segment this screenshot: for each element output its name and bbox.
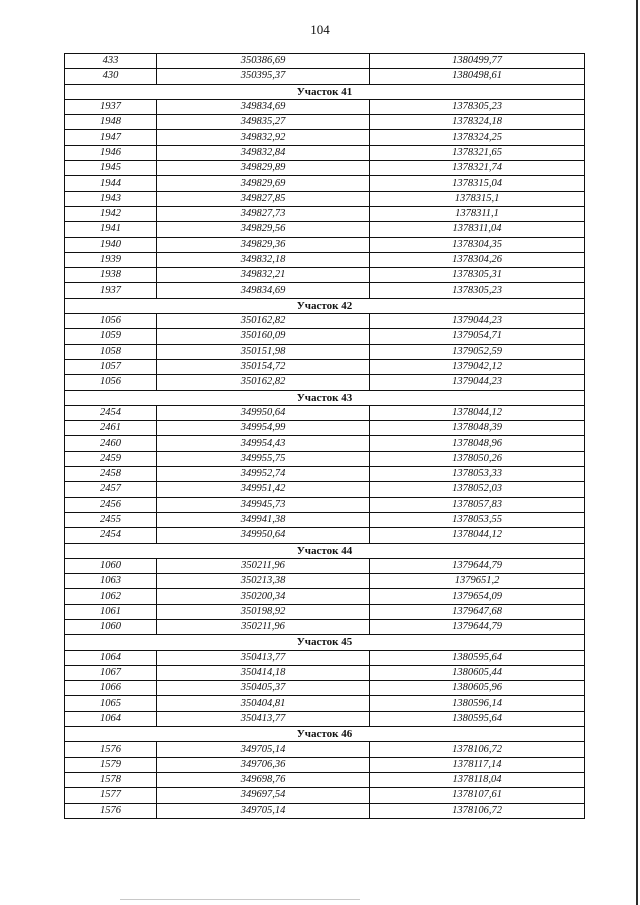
table-row [65, 329, 585, 344]
x-coordinate-cell: 349698,76 [157, 772, 370, 787]
x-coordinate-cell: 349834,69 [157, 283, 370, 298]
point-number-cell: 2460 [65, 436, 157, 451]
point-number-cell: 1940 [65, 237, 157, 252]
section-header-row [65, 298, 585, 313]
x-coordinate-cell: 350211,96 [157, 558, 370, 573]
x-coordinate-cell: 349835,27 [157, 115, 370, 130]
table-row [65, 451, 585, 466]
table-row [65, 512, 585, 527]
x-coordinate-cell: 350386,69 [157, 54, 370, 69]
x-coordinate-cell: 350405,37 [157, 681, 370, 696]
x-coordinate-cell: 349829,69 [157, 176, 370, 191]
point-number-cell: 2459 [65, 451, 157, 466]
x-coordinate-cell: 349829,36 [157, 237, 370, 252]
point-number-cell: 2454 [65, 405, 157, 420]
point-number-cell: 1056 [65, 375, 157, 390]
point-number-cell: 2461 [65, 421, 157, 436]
table-row [65, 359, 585, 374]
point-number-cell: 1062 [65, 589, 157, 604]
x-coordinate-cell: 349832,92 [157, 130, 370, 145]
y-coordinate-cell: 1378315,04 [370, 176, 585, 191]
x-coordinate-cell: 350413,77 [157, 711, 370, 726]
point-number-cell: 1948 [65, 115, 157, 130]
point-number-cell: 430 [65, 69, 157, 84]
y-coordinate-cell: 1379054,71 [370, 329, 585, 344]
y-coordinate-cell: 1380605,44 [370, 665, 585, 680]
x-coordinate-cell: 350404,81 [157, 696, 370, 711]
point-number-cell: 1066 [65, 681, 157, 696]
table-row [65, 589, 585, 604]
y-coordinate-cell: 1378057,83 [370, 497, 585, 512]
section-title: Участок 46 [65, 727, 585, 742]
y-coordinate-cell: 1378106,72 [370, 803, 585, 818]
y-coordinate-cell: 1378044,12 [370, 405, 585, 420]
y-coordinate-cell: 1378048,96 [370, 436, 585, 451]
x-coordinate-cell: 350198,92 [157, 604, 370, 619]
table-row [65, 99, 585, 114]
table-row [65, 665, 585, 680]
y-coordinate-cell: 1378044,12 [370, 528, 585, 543]
x-coordinate-cell: 350395,37 [157, 69, 370, 84]
point-number-cell: 1944 [65, 176, 157, 191]
point-number-cell: 1942 [65, 206, 157, 221]
point-number-cell: 1937 [65, 283, 157, 298]
table-row [65, 283, 585, 298]
y-coordinate-cell: 1378315,1 [370, 191, 585, 206]
point-number-cell: 1938 [65, 268, 157, 283]
section-title: Участок 45 [65, 635, 585, 650]
table-row [65, 176, 585, 191]
point-number-cell: 1060 [65, 558, 157, 573]
x-coordinate-cell: 349834,69 [157, 99, 370, 114]
y-coordinate-cell: 1379651,2 [370, 574, 585, 589]
x-coordinate-cell: 350213,38 [157, 574, 370, 589]
coordinates-table-body [65, 54, 585, 819]
y-coordinate-cell: 1379044,23 [370, 375, 585, 390]
table-row [65, 757, 585, 772]
x-coordinate-cell: 349832,21 [157, 268, 370, 283]
y-coordinate-cell: 1378324,18 [370, 115, 585, 130]
y-coordinate-cell: 1378324,25 [370, 130, 585, 145]
x-coordinate-cell: 349705,14 [157, 742, 370, 757]
point-number-cell: 1057 [65, 359, 157, 374]
table-row [65, 69, 585, 84]
x-coordinate-cell: 349829,89 [157, 161, 370, 176]
y-coordinate-cell: 1378050,26 [370, 451, 585, 466]
table-row [65, 161, 585, 176]
y-coordinate-cell: 1378311,04 [370, 222, 585, 237]
point-number-cell: 433 [65, 54, 157, 69]
table-row [65, 528, 585, 543]
point-number-cell: 1577 [65, 788, 157, 803]
point-number-cell: 1576 [65, 803, 157, 818]
x-coordinate-cell: 350162,82 [157, 375, 370, 390]
table-row [65, 604, 585, 619]
table-row [65, 482, 585, 497]
y-coordinate-cell: 1378052,03 [370, 482, 585, 497]
y-coordinate-cell: 1379654,09 [370, 589, 585, 604]
y-coordinate-cell: 1378304,35 [370, 237, 585, 252]
y-coordinate-cell: 1378304,26 [370, 252, 585, 267]
x-coordinate-cell: 349950,64 [157, 528, 370, 543]
table-row [65, 252, 585, 267]
point-number-cell: 2456 [65, 497, 157, 512]
point-number-cell: 1059 [65, 329, 157, 344]
y-coordinate-cell: 1378321,74 [370, 161, 585, 176]
y-coordinate-cell: 1379647,68 [370, 604, 585, 619]
point-number-cell: 1946 [65, 145, 157, 160]
table-row [65, 237, 585, 252]
x-coordinate-cell: 349832,18 [157, 252, 370, 267]
x-coordinate-cell: 349827,85 [157, 191, 370, 206]
point-number-cell: 1943 [65, 191, 157, 206]
section-title: Участок 41 [65, 84, 585, 99]
section-title: Участок 44 [65, 543, 585, 558]
x-coordinate-cell: 350211,96 [157, 619, 370, 634]
x-coordinate-cell: 349697,54 [157, 788, 370, 803]
point-number-cell: 1063 [65, 574, 157, 589]
point-number-cell: 1065 [65, 696, 157, 711]
table-row [65, 574, 585, 589]
point-number-cell: 1060 [65, 619, 157, 634]
x-coordinate-cell: 349829,56 [157, 222, 370, 237]
x-coordinate-cell: 349705,14 [157, 803, 370, 818]
coordinates-table [64, 53, 585, 819]
x-coordinate-cell: 350414,18 [157, 665, 370, 680]
point-number-cell: 1939 [65, 252, 157, 267]
table-row [65, 268, 585, 283]
x-coordinate-cell: 349952,74 [157, 467, 370, 482]
x-coordinate-cell: 350200,34 [157, 589, 370, 604]
x-coordinate-cell: 350162,82 [157, 314, 370, 329]
table-row [65, 558, 585, 573]
table-row [65, 681, 585, 696]
table-row [65, 421, 585, 436]
point-number-cell: 1937 [65, 99, 157, 114]
x-coordinate-cell: 349832,84 [157, 145, 370, 160]
point-number-cell: 1576 [65, 742, 157, 757]
y-coordinate-cell: 1378107,61 [370, 788, 585, 803]
table-row [65, 467, 585, 482]
table-row [65, 54, 585, 69]
point-number-cell: 1064 [65, 650, 157, 665]
table-row [65, 497, 585, 512]
table-row [65, 803, 585, 818]
table-row [65, 436, 585, 451]
y-coordinate-cell: 1378117,14 [370, 757, 585, 772]
y-coordinate-cell: 1378048,39 [370, 421, 585, 436]
point-number-cell: 1067 [65, 665, 157, 680]
section-header-row [65, 727, 585, 742]
y-coordinate-cell: 1378311,1 [370, 206, 585, 221]
section-header-row [65, 543, 585, 558]
x-coordinate-cell: 349955,75 [157, 451, 370, 466]
table-row [65, 375, 585, 390]
x-coordinate-cell: 349954,43 [157, 436, 370, 451]
y-coordinate-cell: 1379044,23 [370, 314, 585, 329]
point-number-cell: 1945 [65, 161, 157, 176]
x-coordinate-cell: 349941,38 [157, 512, 370, 527]
y-coordinate-cell: 1378305,23 [370, 99, 585, 114]
point-number-cell: 2455 [65, 512, 157, 527]
table-row [65, 344, 585, 359]
section-header-row [65, 390, 585, 405]
y-coordinate-cell: 1378118,04 [370, 772, 585, 787]
y-coordinate-cell: 1378305,31 [370, 268, 585, 283]
y-coordinate-cell: 1380595,64 [370, 711, 585, 726]
section-title: Участок 43 [65, 390, 585, 405]
y-coordinate-cell: 1380605,96 [370, 681, 585, 696]
point-number-cell: 2454 [65, 528, 157, 543]
y-coordinate-cell: 1379052,59 [370, 344, 585, 359]
point-number-cell: 2458 [65, 467, 157, 482]
x-coordinate-cell: 350154,72 [157, 359, 370, 374]
y-coordinate-cell: 1380498,61 [370, 69, 585, 84]
x-coordinate-cell: 349954,99 [157, 421, 370, 436]
y-coordinate-cell: 1379644,79 [370, 558, 585, 573]
section-header-row [65, 635, 585, 650]
point-number-cell: 1941 [65, 222, 157, 237]
table-row [65, 772, 585, 787]
y-coordinate-cell: 1380595,64 [370, 650, 585, 665]
y-coordinate-cell: 1378053,55 [370, 512, 585, 527]
scan-mark [120, 899, 360, 900]
x-coordinate-cell: 349951,42 [157, 482, 370, 497]
table-row [65, 696, 585, 711]
y-coordinate-cell: 1379644,79 [370, 619, 585, 634]
page-edge-line [636, 0, 638, 905]
y-coordinate-cell: 1378106,72 [370, 742, 585, 757]
point-number-cell: 1058 [65, 344, 157, 359]
y-coordinate-cell: 1378053,33 [370, 467, 585, 482]
table-row [65, 191, 585, 206]
y-coordinate-cell: 1378321,65 [370, 145, 585, 160]
table-row [65, 145, 585, 160]
table-row [65, 314, 585, 329]
point-number-cell: 1947 [65, 130, 157, 145]
point-number-cell: 2457 [65, 482, 157, 497]
section-header-row [65, 84, 585, 99]
x-coordinate-cell: 350151,98 [157, 344, 370, 359]
table-row [65, 405, 585, 420]
x-coordinate-cell: 350413,77 [157, 650, 370, 665]
x-coordinate-cell: 349706,36 [157, 757, 370, 772]
point-number-cell: 1064 [65, 711, 157, 726]
table-row [65, 650, 585, 665]
y-coordinate-cell: 1380499,77 [370, 54, 585, 69]
x-coordinate-cell: 349950,64 [157, 405, 370, 420]
y-coordinate-cell: 1380596,14 [370, 696, 585, 711]
y-coordinate-cell: 1379042,12 [370, 359, 585, 374]
table-row [65, 788, 585, 803]
table-row [65, 130, 585, 145]
x-coordinate-cell: 349827,73 [157, 206, 370, 221]
point-number-cell: 1056 [65, 314, 157, 329]
y-coordinate-cell: 1378305,23 [370, 283, 585, 298]
x-coordinate-cell: 349945,73 [157, 497, 370, 512]
table-row [65, 619, 585, 634]
section-title: Участок 42 [65, 298, 585, 313]
table-row [65, 742, 585, 757]
table-row [65, 711, 585, 726]
table-row [65, 115, 585, 130]
table-row [65, 222, 585, 237]
point-number-cell: 1578 [65, 772, 157, 787]
point-number-cell: 1579 [65, 757, 157, 772]
point-number-cell: 1061 [65, 604, 157, 619]
x-coordinate-cell: 350160,09 [157, 329, 370, 344]
table-row [65, 206, 585, 221]
page-number: 104 [310, 22, 330, 37]
